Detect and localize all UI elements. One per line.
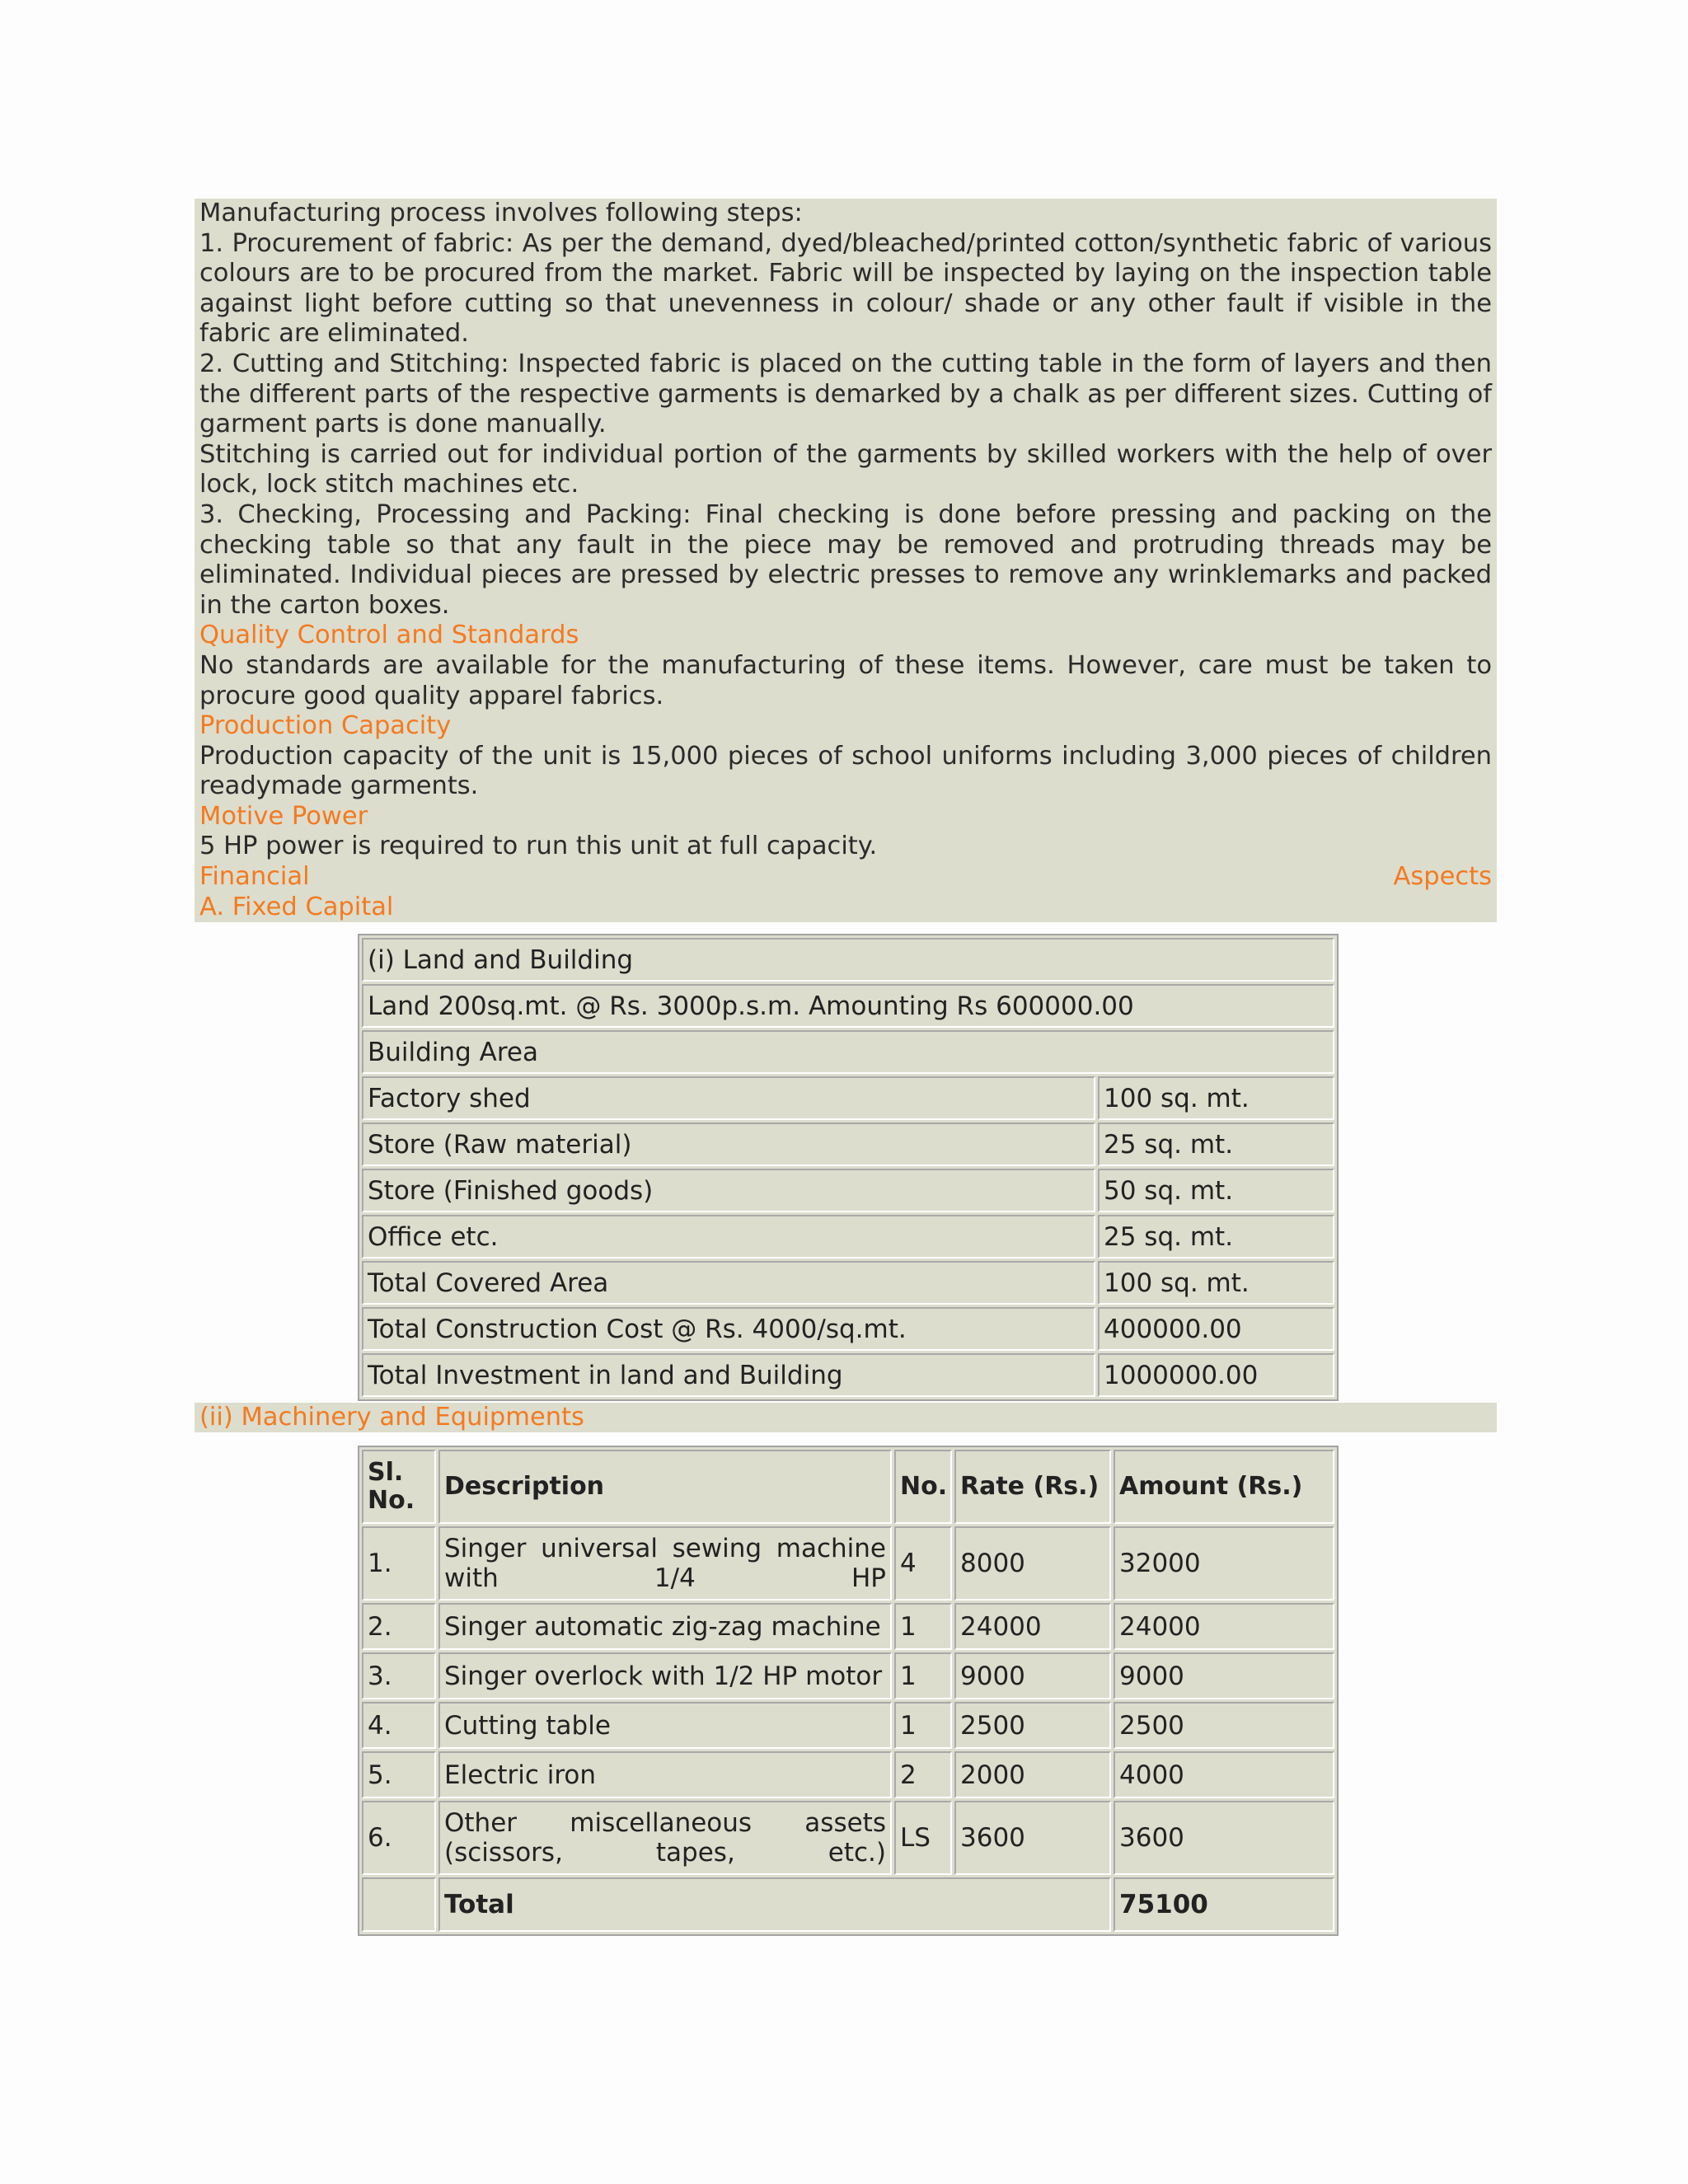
cell-rate: 24000 (954, 1603, 1111, 1650)
table-row (362, 1307, 1334, 1351)
table-row (362, 1526, 1334, 1601)
step-stitching: Stitching is carried out for individual portion of the garments by skilled workers with the help of over lock, lock stitch machines etc. (199, 439, 1492, 499)
table-row (362, 1122, 1334, 1166)
cell-amount: 4000 (1114, 1751, 1334, 1798)
table-row (362, 938, 1334, 982)
cell-amount: 2500 (1114, 1702, 1334, 1749)
cell-sl: 2. (362, 1603, 436, 1650)
header-description: Description (438, 1450, 892, 1524)
cell-description: Electric iron (438, 1751, 892, 1798)
table-row (362, 1652, 1334, 1699)
cell-sl: 4. (362, 1702, 436, 1749)
row-label: Total Construction Cost @ Rs. 4000/sq.mt. (362, 1307, 1095, 1351)
header-rate: Rate (Rs.) (954, 1450, 1111, 1524)
land-building-table-wrap (358, 934, 1339, 1401)
machinery-heading: (ii) Machinery and Equipments (195, 1403, 1497, 1432)
row-value: 400000.00 (1098, 1307, 1334, 1351)
table-row (362, 1603, 1334, 1650)
row-value: 1000000.00 (1098, 1353, 1334, 1397)
cell-amount: 24000 (1114, 1603, 1334, 1650)
header-amount: Amount (Rs.) (1114, 1450, 1334, 1524)
cell-description: Cutting table (438, 1702, 892, 1749)
aspects-label: Aspects (1393, 862, 1492, 892)
table-header-row (362, 1450, 1334, 1524)
process-section (195, 199, 1497, 922)
cell-description: Singer overlock with 1/2 HP motor (438, 1652, 892, 1699)
table-row (362, 1702, 1334, 1749)
row-value: 100 sq. mt. (1098, 1076, 1334, 1120)
cell-description: Singer automatic zig-zag machine (438, 1603, 892, 1650)
cell-sl: 1. (362, 1526, 436, 1601)
cell-rate: 8000 (954, 1526, 1111, 1601)
cell-amount: 32000 (1114, 1526, 1334, 1601)
table-row (362, 1030, 1334, 1074)
row-value: 50 sq. mt. (1098, 1169, 1334, 1212)
capacity-heading: Production Capacity (199, 711, 452, 741)
land-line: Land 200sq.mt. @ Rs. 3000p.s.m. Amounting Rs 600000.00 (362, 984, 1334, 1028)
cell-rate: 3600 (954, 1801, 1111, 1875)
cell-amount: 3600 (1114, 1801, 1334, 1875)
table-row (362, 1801, 1334, 1875)
building-area-title: Building Area (362, 1030, 1334, 1074)
row-value: 25 sq. mt. (1098, 1215, 1334, 1258)
row-label: Factory shed (362, 1076, 1095, 1120)
table-total-row (362, 1877, 1334, 1932)
cell-no: 1 (894, 1702, 952, 1749)
row-label: Office etc. (362, 1215, 1095, 1258)
fixed-capital-heading: A. Fixed Capital (199, 892, 394, 921)
cell-rate: 2500 (954, 1702, 1111, 1749)
table-row (362, 984, 1334, 1028)
financial-aspects-heading (199, 862, 1492, 893)
header-sl: Sl. No. (362, 1450, 436, 1524)
row-label: Store (Finished goods) (362, 1169, 1095, 1212)
cell-no: 4 (894, 1526, 952, 1601)
land-table-title: (i) Land and Building (362, 938, 1334, 982)
step-checking: 3. Checking, Processing and Packing: Final checking is done before pressing and packing on the checking table so that any fault in the piece may be removed and protruding threads may be eliminated. Individual pieces are pressed by electric presses to remove any wrinklemarks and packed in the carton boxes. (199, 499, 1492, 620)
table-row (362, 1751, 1334, 1798)
cell-description: Singer universal sewing machine with 1/4 HP (438, 1526, 892, 1601)
row-value: 100 sq. mt. (1098, 1261, 1334, 1305)
cell-no: 1 (894, 1652, 952, 1699)
power-text: 5 HP power is required to run this unit at full capacity. (199, 832, 878, 861)
cell-no: LS (894, 1801, 952, 1875)
cell-description: Other miscellaneous assets (scissors, tapes, etc.) (438, 1801, 892, 1875)
cell-sl: 3. (362, 1652, 436, 1699)
land-building-table (358, 934, 1339, 1401)
machinery-table (358, 1446, 1339, 1936)
header-no: No. (894, 1450, 952, 1524)
power-heading: Motive Power (199, 801, 368, 831)
intro-text: Manufacturing process involves following steps: (199, 199, 803, 227)
machinery-table-wrap (358, 1446, 1339, 1936)
table-row (362, 1076, 1334, 1120)
cell-sl: 6. (362, 1801, 436, 1875)
cell-empty (362, 1877, 436, 1932)
table-row (362, 1215, 1334, 1258)
quality-text: No standards are available for the manufacturing of these items. However, care must be taken to procure good quality apparel fabrics. (199, 650, 1492, 710)
financial-label: Financial (199, 862, 310, 892)
quality-heading: Quality Control and Standards (199, 621, 579, 650)
row-label: Total Investment in land and Building (362, 1353, 1095, 1397)
cell-rate: 9000 (954, 1652, 1111, 1699)
row-label: Total Covered Area (362, 1261, 1095, 1305)
total-value: 75100 (1114, 1877, 1334, 1932)
document-page (195, 199, 1497, 1936)
table-row (362, 1353, 1334, 1397)
step-cutting: 2. Cutting and Stitching: Inspected fabric is placed on the cutting table in the form of layers and then the different parts of the respective garments is demarked by a chalk as per different sizes. Cutting of garment parts is done manually. (199, 349, 1492, 439)
total-label: Total (438, 1877, 1111, 1932)
table-row (362, 1169, 1334, 1212)
row-label: Store (Raw material) (362, 1122, 1095, 1166)
step-procurement: 1. Procurement of fabric: As per the demand, dyed/bleached/printed cotton/synthetic fabric of various colours are to be procured from the market. Fabric will be inspected by laying on the inspection table against light before cutting so that unevenness in colour/ shade or any other fault if visible in the fabric are eliminated. (199, 228, 1492, 349)
row-value: 25 sq. mt. (1098, 1122, 1334, 1166)
cell-no: 2 (894, 1751, 952, 1798)
cell-no: 1 (894, 1603, 952, 1650)
cell-amount: 9000 (1114, 1652, 1334, 1699)
capacity-text: Production capacity of the unit is 15,000 pieces of school uniforms including 3,000 pieces of children readymade garments. (199, 741, 1492, 801)
cell-rate: 2000 (954, 1751, 1111, 1798)
cell-sl: 5. (362, 1751, 436, 1798)
table-row (362, 1261, 1334, 1305)
